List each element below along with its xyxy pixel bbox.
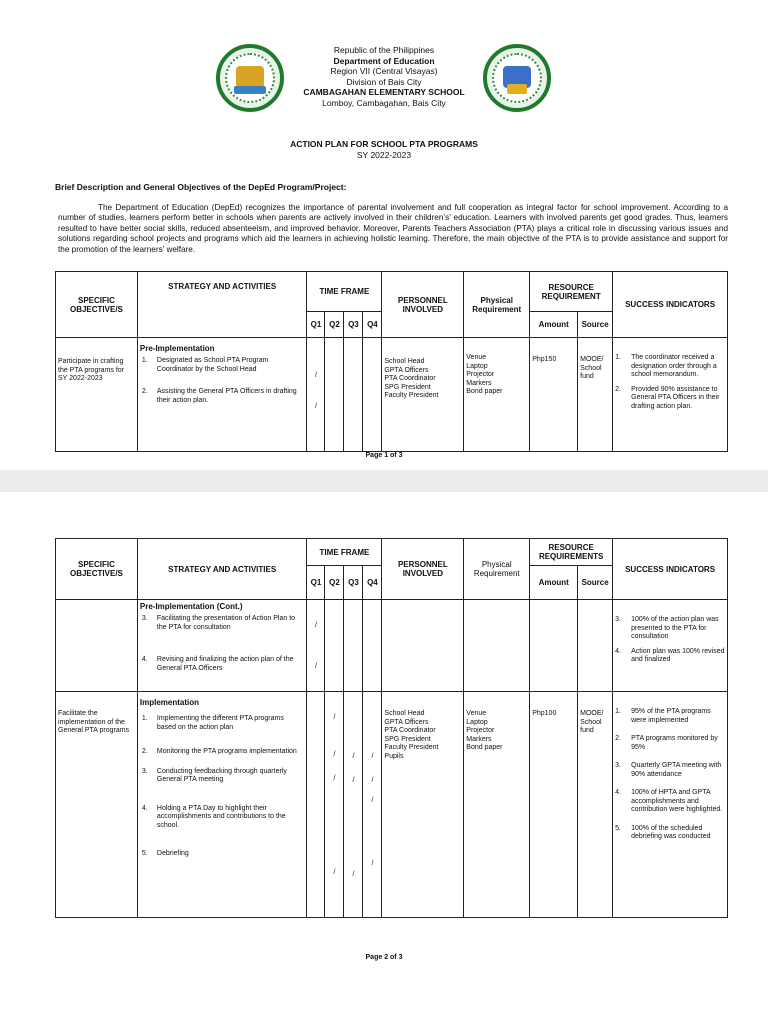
indicator-item: 1. The coordinator received a designation order through a school memorandum.: [615, 354, 717, 378]
source-cell: MOOE/ School fund: [578, 692, 613, 918]
source-cell: [578, 600, 613, 692]
col-q2: Q2: [325, 566, 344, 600]
activity-item: 3. Facilitating the presentation of Action Plan to the PTA for consultation: [141, 615, 296, 631]
col-q1: Q1: [307, 566, 325, 600]
page-number: Page 2 of 3: [365, 954, 403, 961]
col-q3: Q3: [344, 312, 363, 338]
objective-cell: Facilitate the implementation of the General PTA programs: [56, 692, 138, 918]
col-specific-objective: SPECIFIC OBJECTIVE/S: [56, 539, 138, 600]
indicator-item: 3. 100% of the action plan was presented to the PTA for consultation: [615, 616, 719, 640]
header-line-1: Republic of the Philippines: [333, 45, 435, 55]
phase-label: Pre-Implementation (Cont.): [139, 602, 243, 611]
col-resource: RESOURCE REQUIREMENT: [530, 272, 613, 312]
col-source: Source: [578, 312, 613, 338]
col-physical: Physical Requirement: [464, 539, 530, 600]
q2-cell: / / / /: [325, 692, 344, 918]
description-heading: Brief Description and General Objectives of the DepEd Program/Project:: [55, 182, 347, 192]
personnel-cell: [382, 600, 464, 692]
col-physical: Physical Requirement: [464, 272, 530, 338]
indicator-item: 4. Action plan was 100% revised and finalized: [615, 647, 725, 663]
col-strategy: STRATEGY AND ACTIVITIES: [137, 272, 307, 338]
col-q1: Q1: [307, 312, 325, 338]
document-page-2: [0, 492, 768, 1024]
personnel-cell: School Head GPTA Officers PTA Coordinator SPG President Faculty President: [382, 338, 464, 452]
objective-cell: [56, 600, 138, 692]
q4-cell: [363, 338, 382, 452]
col-resource: RESOURCE REQUIREMENTS: [530, 539, 613, 566]
phase-label: Pre-Implementation: [139, 344, 215, 353]
col-success: SUCCESS INDICATORS: [613, 272, 728, 338]
activity-item: 2. Monitoring the PTA programs implementation: [141, 748, 297, 755]
header-line-3: Region VII (Central Visayas): [330, 66, 438, 76]
col-source: Source: [578, 566, 613, 600]
document-page-1: [0, 0, 768, 470]
q3-cell: / / /: [344, 692, 363, 918]
indicators-cell: [613, 338, 728, 452]
header-line-2: Department of Education: [333, 55, 435, 66]
col-personnel: PERSONNEL INVOLVED: [382, 539, 464, 600]
col-success: SUCCESS INDICATORS: [613, 539, 728, 600]
col-time-frame: TIME FRAME: [307, 539, 382, 566]
physical-cell: [464, 600, 530, 692]
physical-cell: Venue Laptop Projector Markers Bond paper: [464, 338, 530, 452]
q2-cell: [325, 600, 344, 692]
activity-item: 3. Conducting feedbacking through quarterly General PTA meeting: [141, 767, 287, 783]
amount-cell: Php100: [530, 692, 578, 918]
col-time-frame: TIME FRAME: [307, 272, 382, 312]
q4-cell: [363, 600, 382, 692]
title-main: ACTION PLAN FOR SCHOOL PTA PROGRAMS: [290, 139, 478, 149]
strategy-cell: [137, 600, 307, 692]
col-amount: Amount: [530, 312, 578, 338]
header-school-name: CAMBAGAHAN ELEMENTARY SCHOOL: [303, 87, 465, 97]
indicator-item: 2. PTA programs monitored by 95%: [615, 735, 718, 751]
activity-item: 1. Implementing the different PTA programs based on the action plan: [141, 715, 284, 731]
col-q4: Q4: [363, 312, 382, 338]
action-plan-table-2: [55, 538, 728, 918]
header-line-4: Division of Bais City: [346, 76, 422, 87]
q3-cell: [344, 600, 363, 692]
col-personnel: PERSONNEL INVOLVED: [382, 272, 464, 338]
activity-item: 1. Designated as School PTA Program Coordinator by the School Head: [141, 357, 269, 373]
physical-cell: Venue Laptop Projector Markers Bond paper: [464, 692, 530, 918]
col-specific-objective: SPECIFIC OBJECTIVE/S: [56, 272, 138, 338]
page-number: Page 1 of 3: [365, 452, 403, 459]
col-q2: Q2: [325, 312, 344, 338]
title-sy: SY 2022-2023: [356, 149, 412, 160]
indicator-item: 1. 95% of the PTA programs were implemented: [615, 708, 711, 724]
q1-cell: / /: [307, 600, 325, 692]
source-cell: MOOE/ School fund: [578, 338, 613, 452]
amount-cell: [530, 600, 578, 692]
table-row: [56, 600, 728, 692]
indicators-cell: [613, 600, 728, 692]
q3-cell: [344, 338, 363, 452]
activity-item: 4. Holding a PTA Day to highlight their accomplishments and contributions to the school.: [141, 804, 286, 829]
indicator-item: 5. 100% of the scheduled debriefing was conducted: [615, 824, 711, 840]
col-strategy: STRATEGY AND ACTIVITIES: [137, 539, 307, 600]
action-plan-table-1: [55, 271, 728, 452]
activity-item: 5. Debriefing: [141, 850, 189, 857]
table-row: [56, 692, 728, 918]
q1-cell: [307, 692, 325, 918]
indicators-cell: [613, 692, 728, 918]
document-title: [0, 139, 768, 160]
q2-cell: [325, 338, 344, 452]
strategy-cell: [137, 338, 307, 452]
indicator-item: 4. 100% of HPTA and GPTA accomplishments and contribution were highlighted.: [615, 789, 723, 813]
strategy-cell: [137, 692, 307, 918]
amount-cell: Php150: [530, 338, 578, 452]
personnel-cell: School Head GPTA Officers PTA Coordinator SPG President Faculty President Pupils: [382, 692, 464, 918]
activity-item: 2. Assisting the General PTA Officers in drafting their action plan.: [141, 388, 297, 404]
description-body: The Department of Education (DepEd) recognizes the importance of parental involvement and full cooperation as integral factor for school improvement. According to a number of studies, learners perform better in schools when parents are actively involved in their children’s’ education. Learners with involved parents get good grades. Thus, learners resulted to have better social skills, reduced absenteeism, and improved behavior. Moreover, Parents Teachers Association (PTA) plays a critical role in discussing various issues and solutions regarding school projects and programs which aid the learners in achieving holistic learning. Therefore, the main objective of the PTA is to provide assistance and support for the promotion of the learners’ welfare.: [58, 203, 728, 254]
col-q4: Q4: [363, 566, 382, 600]
letterhead: [0, 45, 768, 108]
q4-cell: / / / /: [363, 692, 382, 918]
activity-item: 4. Revising and finalizing the action plan of the General PTA Officers: [141, 656, 294, 672]
objective-cell: Participate in crafting the PTA programs for SY 2022-2023: [56, 338, 138, 452]
indicator-item: 3. Quarterly GPTA meeting with 90% attendance: [615, 762, 722, 778]
indicator-item: 2. Provided 90% assistance to General PTA Officers in their drafting action plan.: [615, 385, 720, 410]
table-row: [56, 338, 728, 452]
q1-cell: / /: [307, 338, 325, 452]
col-q3: Q3: [344, 566, 363, 600]
header-address: Lomboy, Cambagahan, Bais City: [322, 97, 446, 108]
phase-label: Implementation: [139, 698, 200, 707]
col-amount: Amount: [530, 566, 578, 600]
